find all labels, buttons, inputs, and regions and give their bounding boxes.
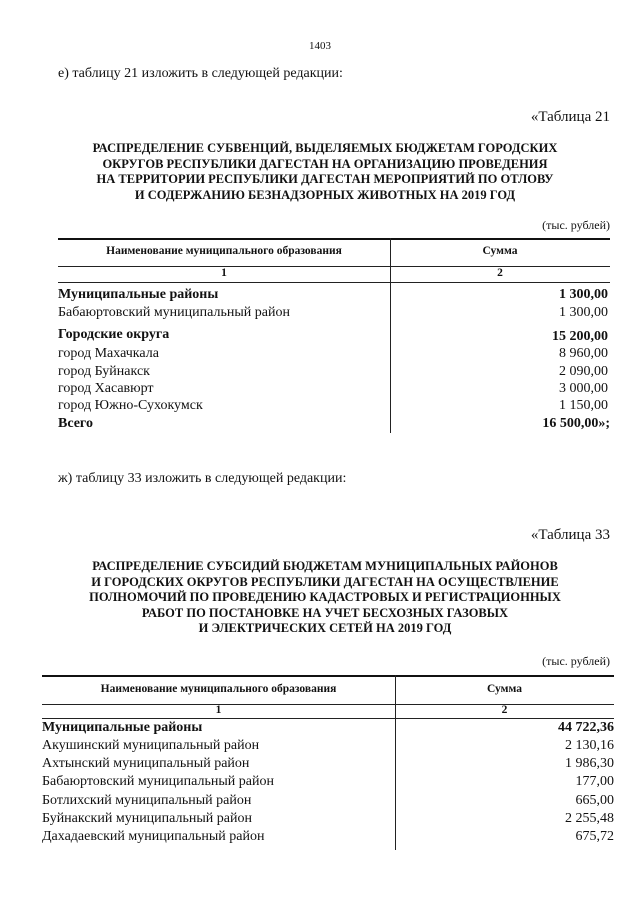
- row-name: Муниципальные районы: [58, 287, 219, 302]
- table21-ref: «Таблица 21: [530, 109, 610, 125]
- row-amount: 2 090,00: [559, 364, 608, 379]
- row-name: Всего: [58, 416, 93, 431]
- table33-title: [30, 559, 620, 637]
- table33-colnum-1: 1: [215, 704, 222, 716]
- row-amount: 8 960,00: [559, 346, 608, 361]
- row-name: город Хасавюрт: [58, 381, 154, 396]
- row-amount: 1 300,00: [559, 287, 608, 302]
- row-name: Акушинский муниципальный район: [42, 738, 260, 753]
- table21-title: [30, 141, 620, 203]
- table33-title-line: РАБОТ ПО ПОСТАНОВКЕ НА УЧЕТ БЕСХОЗНЫХ ГАЗОВЫХ: [141, 605, 509, 620]
- table21-title-line: ОКРУГОВ РЕСПУБЛИКИ ДАГЕСТАН НА ОРГАНИЗАЦИЮ ПРОВЕДЕНИЯ: [102, 156, 548, 171]
- row-name: Буйнакский муниципальный район: [42, 811, 252, 826]
- table21-title-line: НА ТЕРРИТОРИИ РЕСПУБЛИКИ ДАГЕСТАН МЕРОПРИЯТИЙ ПО ОТЛОВУ: [96, 172, 554, 186]
- row-amount: 3 000,00: [559, 381, 608, 396]
- row-name: Дахадаевский муниципальный район: [42, 829, 265, 844]
- row-amount: 1 300,00: [559, 305, 608, 320]
- table33-numbers-divider: [42, 718, 614, 719]
- row-amount: 44 722,36: [558, 720, 614, 735]
- table33-units: (тыс. рублей): [542, 654, 610, 668]
- row-name: Бабаюртовский муниципальный район: [58, 305, 290, 320]
- row-amount: 2 130,16: [565, 738, 614, 753]
- row-name: город Махачкала: [58, 346, 159, 361]
- table33-header-name: Наименование муниципального образования: [100, 683, 337, 695]
- page-number: 1403: [309, 40, 331, 52]
- row-name: Бабаюртовский муниципальный район: [42, 774, 274, 789]
- row-name: город Южно-Сухокумск: [58, 398, 203, 413]
- section-zh-intro: ж) таблицу 33 изложить в следующей редакции:: [58, 471, 347, 486]
- table33-title-line: РАСПРЕДЕЛЕНИЕ СУБСИДИЙ БЮДЖЕТАМ МУНИЦИПАЛЬНЫХ РАЙОНОВ: [92, 559, 558, 573]
- row-amount: 15 200,00: [552, 329, 608, 344]
- table33-title-line: И ГОРОДСКИХ ОКРУГОВ РЕСПУБЛИКИ ДАГЕСТАН НА ОСУЩЕСТВЛЕНИЕ: [91, 574, 559, 589]
- row-name: Городские округа: [58, 327, 170, 342]
- table33-title-line: И ЭЛЕКТРИЧЕСКИХ СЕТЕЙ НА 2019 ГОД: [198, 621, 452, 635]
- row-amount: 1 986,30: [565, 756, 614, 771]
- table21-top-border: [58, 238, 610, 240]
- table33-top-border: [42, 675, 614, 677]
- row-name: город Буйнакск: [58, 364, 150, 379]
- table21-colnum-1: 1: [221, 267, 227, 279]
- table21-units: (тыс. рублей): [542, 218, 610, 232]
- row-amount: 16 500,00»;: [542, 416, 610, 431]
- table21-numbers-divider: [58, 282, 610, 283]
- table21-colnum-2: 2: [497, 267, 503, 279]
- row-amount: 675,72: [575, 829, 614, 844]
- section-e-intro: е) таблицу 21 изложить в следующей редакции:: [58, 66, 343, 81]
- table33-ref: «Таблица 33: [530, 527, 610, 543]
- table21-title-line: РАСПРЕДЕЛЕНИЕ СУБВЕНЦИЙ, ВЫДЕЛЯЕМЫХ БЮДЖЕТАМ ГОРОДСКИХ: [92, 141, 558, 155]
- row-name: Муниципальные районы: [42, 720, 203, 735]
- table21-header-name: Наименование муниципального образования: [106, 245, 342, 257]
- row-amount: 177,00: [575, 774, 614, 789]
- table33-colnum-2: 2: [501, 704, 508, 716]
- row-name: Ботлихский муниципальный район: [42, 793, 252, 808]
- row-amount: 2 255,48: [565, 811, 614, 826]
- row-amount: 665,00: [575, 793, 614, 808]
- table33-title-line: ПОЛНОМОЧИЙ ПО ПРОВЕДЕНИЮ КАДАСТРОВЫХ И РЕГИСТРАЦИОННЫХ: [89, 590, 561, 604]
- row-name: Ахтынский муниципальный район: [42, 756, 250, 771]
- row-amount: 1 150,00: [559, 398, 608, 413]
- table21-title-line: И СОДЕРЖАНИЮ БЕЗНАДЗОРНЫХ ЖИВОТНЫХ НА 2019 ГОД: [134, 187, 516, 202]
- table33-header-amount: Сумма: [487, 683, 522, 695]
- table21-header-amount: Сумма: [482, 245, 518, 257]
- table33-column-divider: [395, 675, 396, 850]
